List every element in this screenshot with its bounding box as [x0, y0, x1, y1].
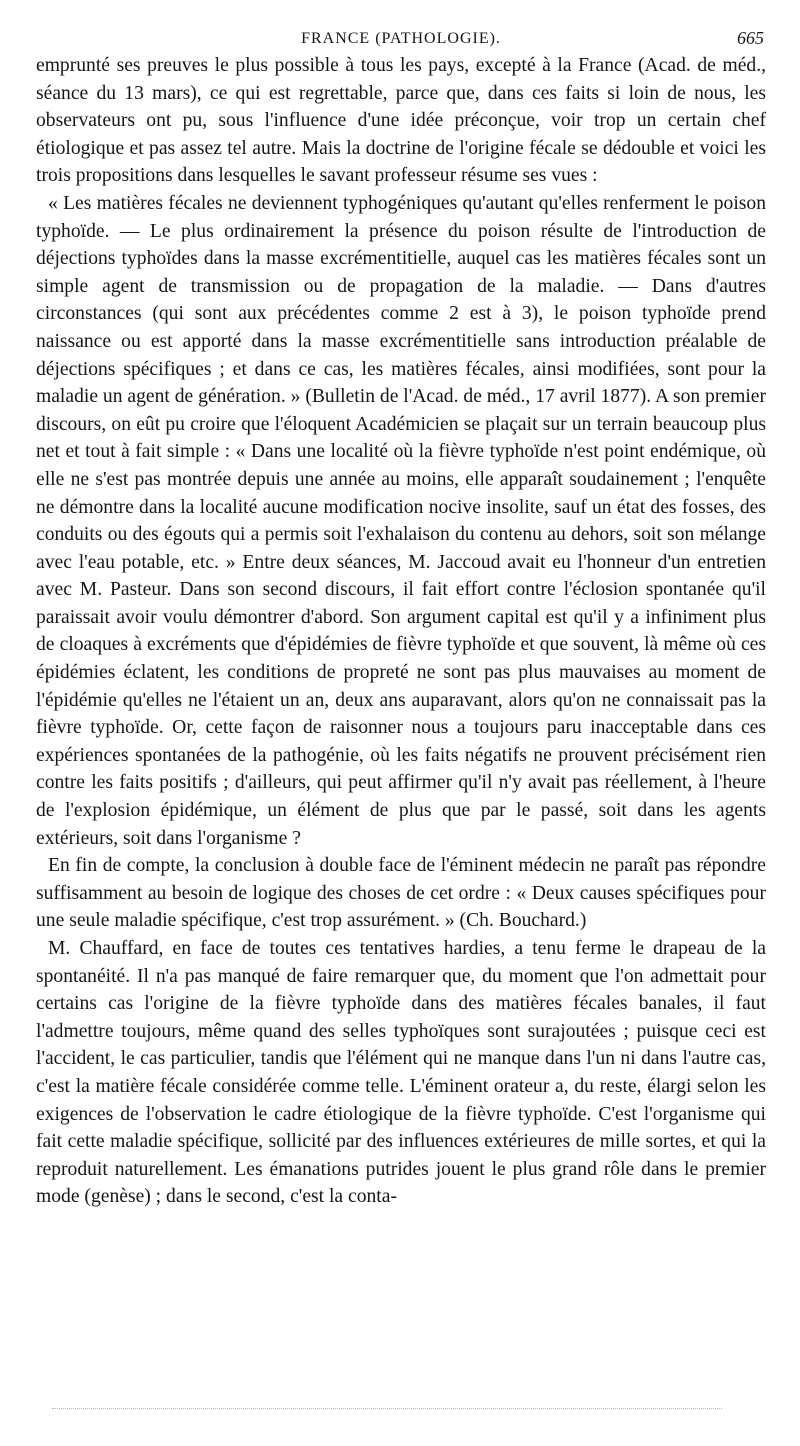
page — [36, 26, 766, 1211]
paragraph-3: En fin de compte, la conclusion à double face de l'éminent médecin ne paraît pas répondre suffisamment au besoin de logique des choses de cet ordre : « Deux causes spécifiques pour une seule maladie spécifique, c'est trop assurément. » (Ch. Bouchard.) — [36, 855, 766, 932]
running-head — [36, 26, 766, 52]
paragraph-2: « Les matières fécales ne deviennent typhogéniques qu'autant qu'elles renferment le poison typhoïde. — Le plus ordinairement la présence du poison résulte de l'introduction de déjections typhoïdes dans la masse excrémentitielle, auquel cas les matières fécales sont un simple agent de transmission ou de propagation de la maladie. — Dans d'autres circonstances (qui sont aux précédentes comme 2 est à 3), le poison typhoïde prend naissance ou est apporté dans la masse excrémentitielle sans introduction préalable de déjections spécifiques ; et dans ce cas, les matières fécales, ainsi modifiées, sont pour la maladie un agent de génération. » (Bulletin de l'Acad. de méd., 17 avril 1877). A son premier discours, on eût pu croire que l'éloquent Académicien se plaçait sur un terrain beaucoup plus net et tout à fait simple : « Dans une localité où la fièvre typhoïde n'est point endémique, où elle ne s'est pas montrée depuis une année au moins, elle apparaît soudainement ; l'enquête ne démontre dans la localité aucune modification nocive insolite, sauf un état des fosses, des conduits ou des égouts qui a permis soit l'exhalaison du contenu au dehors, soit son mélange avec l'eau potable, etc. » Entre deux séances, M. Jaccoud avait eu l'honneur d'un entretien avec M. Pasteur. Dans son second discours, il fait effort contre l'éclosion spontanée qu'il paraissait avoir voulu démontrer d'abord. Son argument capital est qu'il y a infiniment plus de cloaques à excréments que d'épidémies de fièvre typhoïde et que souvent, là même où ces épidémies éclatent, les conditions de propreté ne sont pas plus mauvaises au moment de l'épidémie qu'elles ne l'étaient un an, deux ans auparavant, alors qu'on ne connaissait pas la fièvre typhoïde. Or, cette façon de raisonner nous a toujours paru inacceptable dans ces expériences spontanées de la pathogénie, où les faits négatifs ne prouvent précisément rien contre les faits positifs ; d'ailleurs, qui peut affirmer qu'il n'y avait pas réellement, à l'heure de l'explosion épidémique, un élément de plus que par le passé, soit dans les agents extérieurs, soit dans l'organisme ? — [36, 192, 766, 849]
running-title: FRANCE (PATHOLOGIE). — [301, 30, 501, 47]
paragraph-4: M. Chauffard, en face de toutes ces tentatives hardies, a tenu ferme le drapeau de la spontanéité. Il n'a pas manqué de faire remarquer que, du moment que l'on admettait pour certains cas l'origine de la fièvre typhoïde dans des matières fécales banales, il faut l'admettre toujours, même quand des selles typhoïques sont surajoutées ; puisque ceci est l'accident, le cas particulier, tandis que l'élément qui ne manque dans l'un ni dans l'autre cas, c'est la matière fécale considérée comme telle. L'éminent orateur a, du reste, élargi selon les exigences de l'observation le cadre étiologique de la fièvre typhoïde. C'est l'organisme qui fait cette maladie spécifique, sollicité par des influences extérieures de mille sortes, et qui la reproduit naturellement. Les émanations putrides jouent le plus grand rôle dans le premier mode (genèse) ; dans le second, c'est la conta- — [36, 938, 766, 1208]
page-number: 665 — [737, 28, 764, 48]
paragraph-1: emprunté ses preuves le plus possible à tous les pays, excepté à la France (Acad. de méd., séance du 13 mars), ce qui est regrettable, parce que, dans ces faits si loin de nous, les observateurs ont pu, sous l'influence d'une idée préconçue, voir trop un certain chef étiologique et pas assez tel autre. Mais la doctrine de l'origine fécale se dédouble et voici les trois propositions dans lesquelles le savant professeur résume ses vues : — [36, 55, 766, 187]
bottom-show-through — [52, 1408, 722, 1409]
